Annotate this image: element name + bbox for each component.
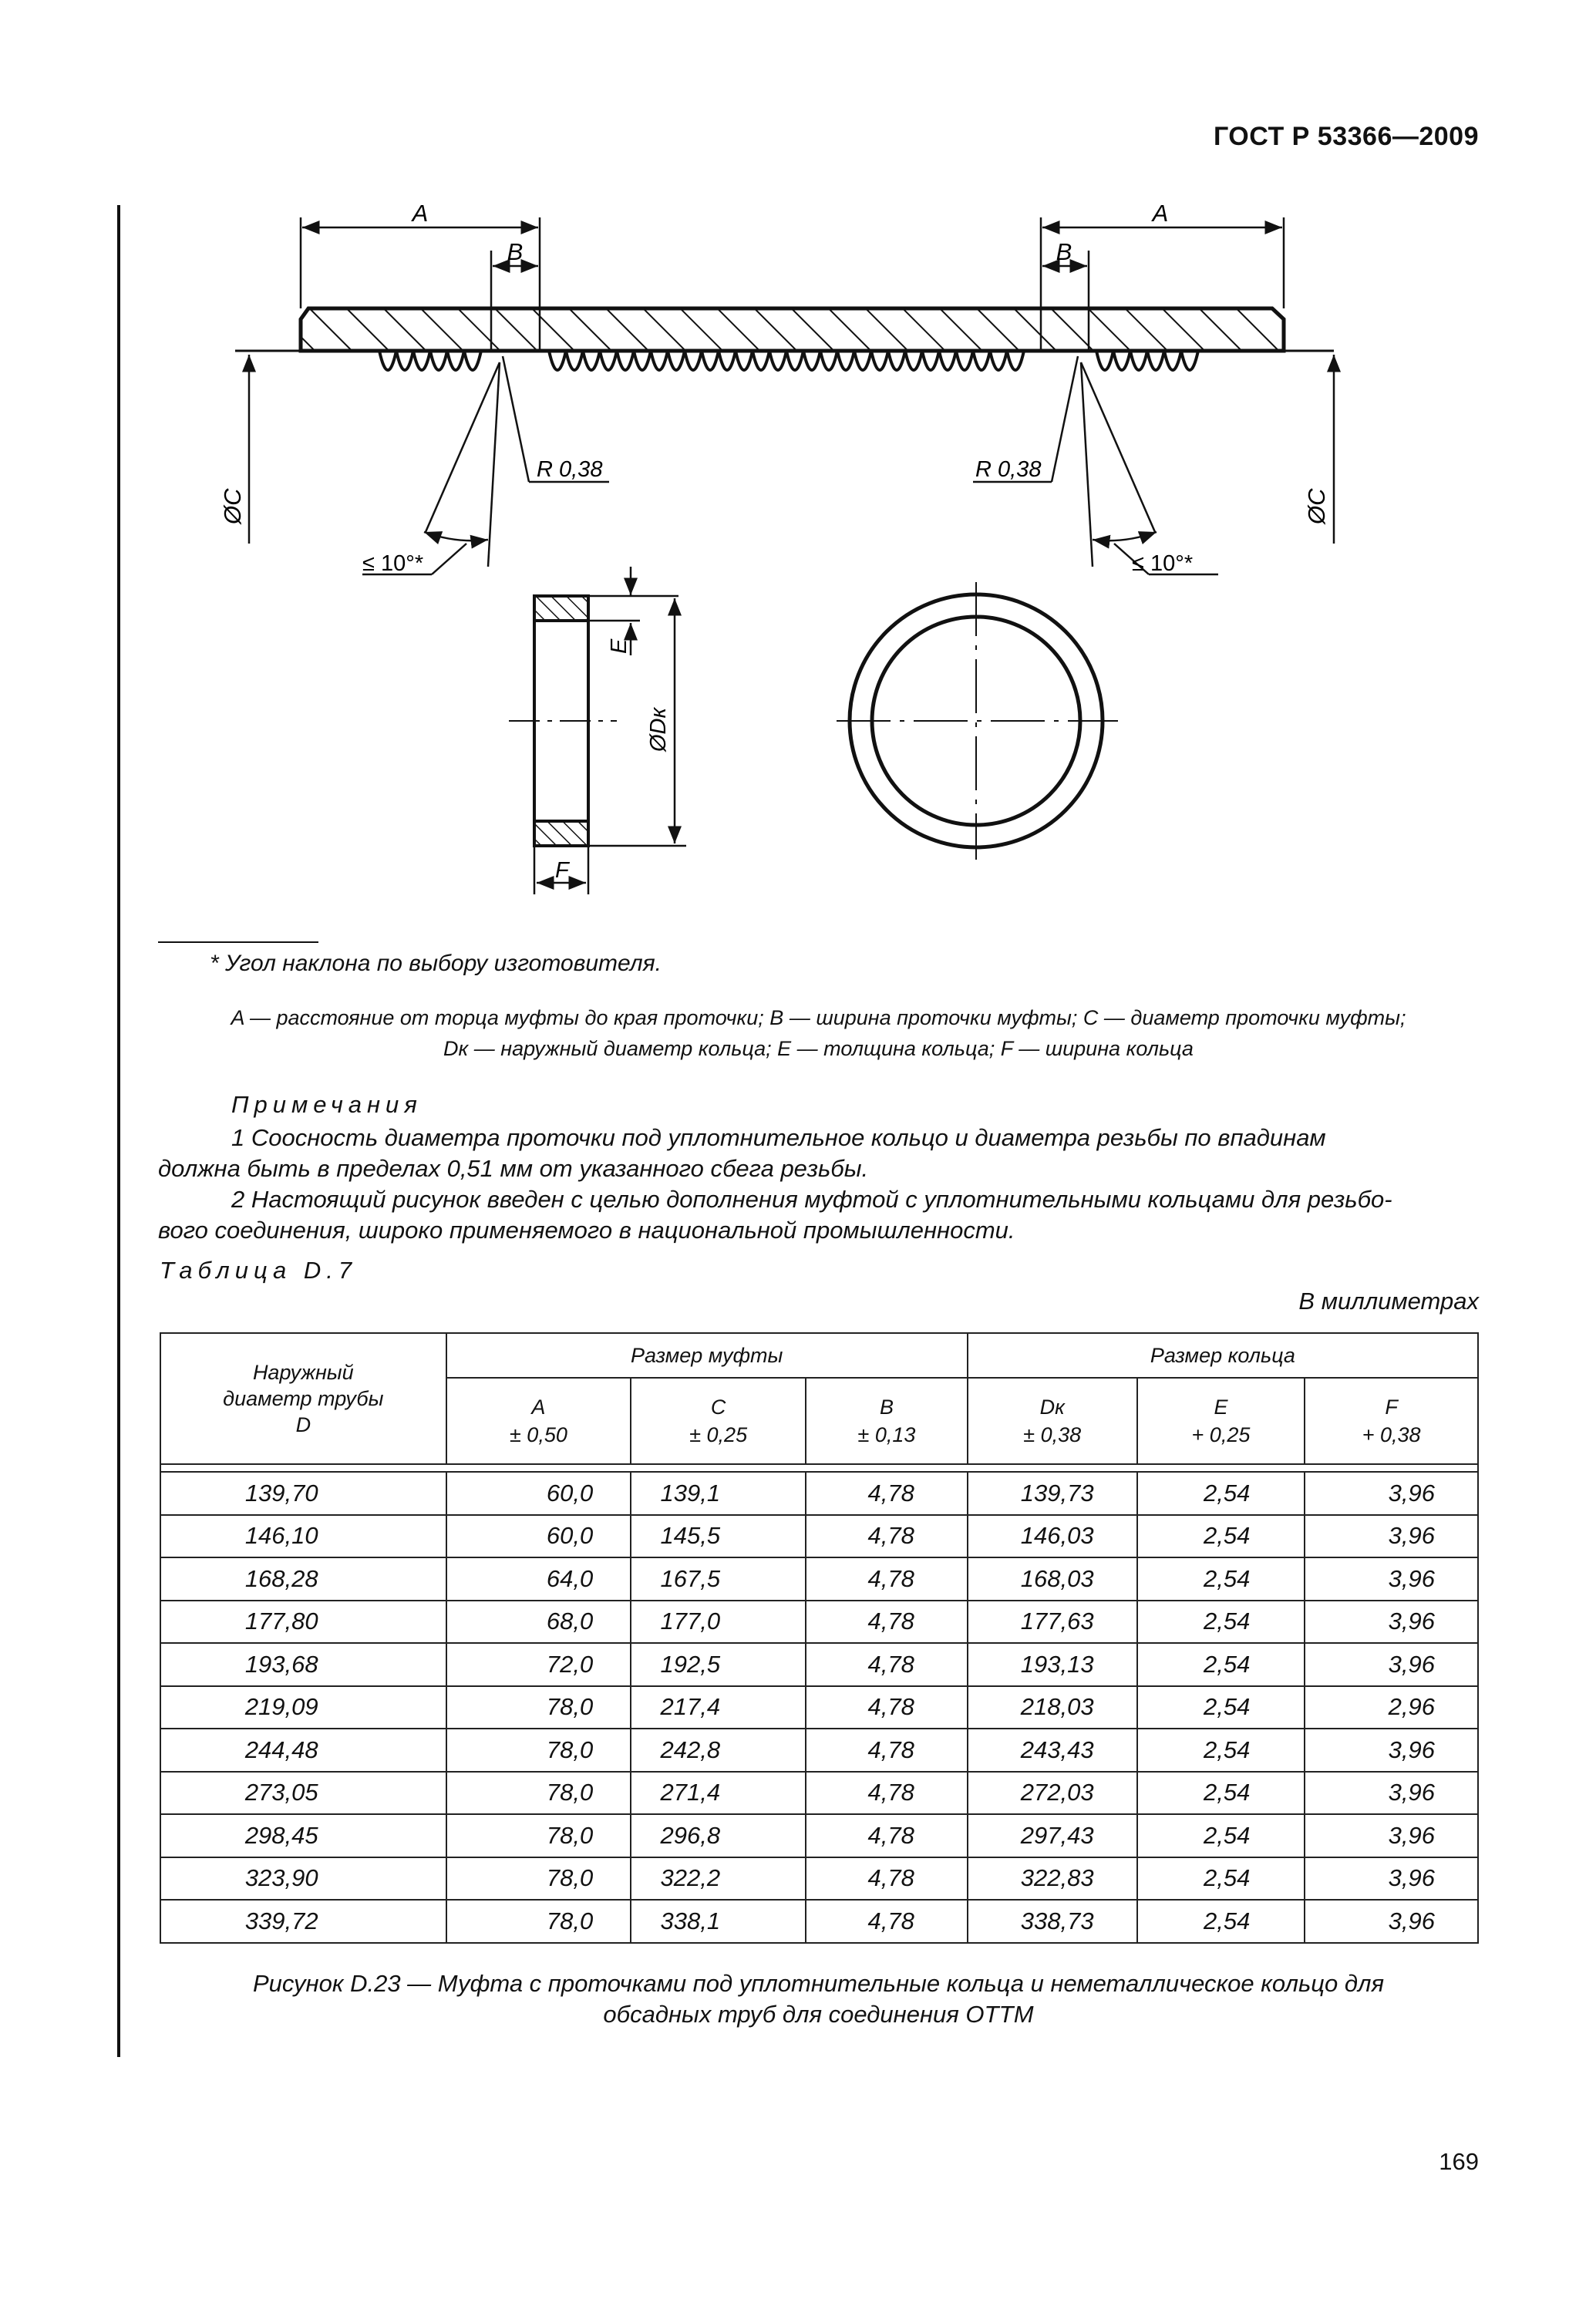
table-cell: 4,78	[806, 1729, 968, 1772]
table-row	[160, 1729, 1478, 1772]
header-coupling-size: Размер муфты	[446, 1333, 968, 1378]
table-cell: 219,09	[160, 1686, 446, 1729]
table-cell: 3,96	[1305, 1857, 1478, 1901]
note-1-line-1: 1 Соосность диаметра проточки под уплотнительное кольцо и диаметра резьбы по впадинам	[231, 1124, 1326, 1151]
label-a-right: A	[1152, 200, 1169, 227]
table-cell: 60,0	[446, 1472, 631, 1515]
page-header: ГОСТ Р 53366—2009	[1213, 122, 1479, 151]
table-cell: 146,10	[160, 1515, 446, 1558]
table-cell: 72,0	[446, 1643, 631, 1686]
table-cell: 4,78	[806, 1472, 968, 1515]
table-cell: 4,78	[806, 1601, 968, 1644]
note-1-line-2: должна быть в пределах 0,51 мм от указанного сбега резьбы.	[158, 1155, 869, 1182]
legend-line-1: A — расстояние от торца муфты до края проточки; B — ширина проточки муфты; C — диаметр проточки муфты;	[231, 1006, 1406, 1029]
table-cell: 168,03	[968, 1557, 1137, 1601]
table-cell: 4,78	[806, 1857, 968, 1901]
note-2-line-2: вого соединения, широко применяемого в национальной промышленности.	[158, 1217, 1015, 1244]
caption-line-1: Рисунок D.23 — Муфта с проточками под уплотнительные кольца и неметаллическое кольцо для	[252, 1970, 1385, 1997]
table-row	[160, 1643, 1478, 1686]
table-cell: 78,0	[446, 1772, 631, 1815]
label-b-left: B	[507, 238, 524, 265]
header-col-c: C ± 0,25	[631, 1378, 806, 1464]
radius-angle-left	[362, 356, 609, 576]
table-cell: 4,78	[806, 1643, 968, 1686]
dimensions-table	[160, 1332, 1479, 1944]
table-cell: 322,2	[631, 1857, 806, 1901]
label-e: E	[607, 638, 631, 654]
table-cell: 298,45	[160, 1814, 446, 1857]
table-cell: 2,54	[1137, 1857, 1305, 1901]
figure-caption	[158, 1968, 1479, 2030]
radius-angle-right	[973, 356, 1218, 576]
table-cell: 323,90	[160, 1857, 446, 1901]
table-cell: 4,78	[806, 1686, 968, 1729]
dimension-c	[219, 355, 1334, 544]
table-cell: 244,48	[160, 1729, 446, 1772]
table-cell: 217,4	[631, 1686, 806, 1729]
table-cell: 139,70	[160, 1472, 446, 1515]
table-cell: 4,78	[806, 1900, 968, 1943]
table-cell: 139,1	[631, 1472, 806, 1515]
table-cell: 3,96	[1305, 1472, 1478, 1515]
table-cell: 177,0	[631, 1601, 806, 1644]
table-cell: 78,0	[446, 1814, 631, 1857]
label-r-right: R 0,38	[975, 457, 1042, 482]
table-cell: 3,96	[1305, 1515, 1478, 1558]
table-cell: 145,5	[631, 1515, 806, 1558]
header-col-dk: Dк ± 0,38	[968, 1378, 1137, 1464]
table-cell: 243,43	[968, 1729, 1137, 1772]
header-ring-size: Размер кольца	[968, 1333, 1478, 1378]
coupling-body	[235, 308, 1334, 370]
table-cell: 3,96	[1305, 1601, 1478, 1644]
table-cell: 78,0	[446, 1857, 631, 1901]
table-cell: 3,96	[1305, 1729, 1478, 1772]
table-cell: 139,73	[968, 1472, 1137, 1515]
table-cell: 2,54	[1137, 1601, 1305, 1644]
table-cell: 271,4	[631, 1772, 806, 1815]
table-cell: 2,96	[1305, 1686, 1478, 1729]
table-cell: 78,0	[446, 1900, 631, 1943]
header-separator	[160, 1464, 1478, 1472]
label-f: F	[555, 858, 569, 883]
page-number: 169	[1439, 2148, 1479, 2175]
table-cell: 3,96	[1305, 1814, 1478, 1857]
table-cell: 60,0	[446, 1515, 631, 1558]
table-units: В миллиметрах	[1298, 1288, 1479, 1315]
header-col-a: A ± 0,50	[446, 1378, 631, 1464]
label-c-left: ØC	[219, 488, 246, 524]
table-cell: 272,03	[968, 1772, 1137, 1815]
table-row	[160, 1601, 1478, 1644]
table-row	[160, 1772, 1478, 1815]
table-row	[160, 1686, 1478, 1729]
table-cell: 2,54	[1137, 1515, 1305, 1558]
table-cell: 177,63	[968, 1601, 1137, 1644]
table-cell: 297,43	[968, 1814, 1137, 1857]
table-cell: 338,1	[631, 1900, 806, 1943]
table-cell: 296,8	[631, 1814, 806, 1857]
label-dk: ØDк	[646, 707, 671, 752]
table-cell: 4,78	[806, 1515, 968, 1558]
header-col-e: E + 0,25	[1137, 1378, 1305, 1464]
header-pipe-diameter: Наружный диаметр трубы D	[160, 1333, 446, 1464]
table-row	[160, 1557, 1478, 1601]
table-cell: 322,83	[968, 1857, 1137, 1901]
table-cell: 167,5	[631, 1557, 806, 1601]
table-cell: 68,0	[446, 1601, 631, 1644]
table-cell: 64,0	[446, 1557, 631, 1601]
table-cell: 242,8	[631, 1729, 806, 1772]
label-r-left: R 0,38	[537, 457, 603, 482]
table-row	[160, 1814, 1478, 1857]
table-cell: 193,68	[160, 1643, 446, 1686]
table-cell: 273,05	[160, 1772, 446, 1815]
table-row	[160, 1900, 1478, 1943]
table-row	[160, 1472, 1478, 1515]
label-c-right: ØC	[1303, 488, 1330, 524]
header-col-f: F + 0,38	[1305, 1378, 1478, 1464]
table-cell: 2,54	[1137, 1643, 1305, 1686]
table-cell: 192,5	[631, 1643, 806, 1686]
table-cell: 3,96	[1305, 1772, 1478, 1815]
table-cell: 3,96	[1305, 1900, 1478, 1943]
table-cell: 2,54	[1137, 1686, 1305, 1729]
table-cell: 78,0	[446, 1729, 631, 1772]
table-cell: 3,96	[1305, 1643, 1478, 1686]
table-cell: 78,0	[446, 1686, 631, 1729]
caption-line-2: обсадных труб для соединения ОТТМ	[603, 2001, 1034, 2028]
header-col-b: B ± 0,13	[806, 1378, 968, 1464]
table-row	[160, 1515, 1478, 1558]
footnote: * Угол наклона по выбору изготовителя.	[210, 951, 662, 976]
table-cell: 4,78	[806, 1814, 968, 1857]
table-cell: 218,03	[968, 1686, 1137, 1729]
table-cell: 339,72	[160, 1900, 446, 1943]
label-angle-right: ≤ 10°*	[1132, 551, 1194, 576]
label-b-right: B	[1056, 238, 1072, 265]
table-cell: 177,80	[160, 1601, 446, 1644]
technical-drawing	[0, 0, 1596, 925]
note-2-line-1: 2 Настоящий рисунок введен с целью дополнения муфтой с уплотнительными кольцами для резьбо-	[231, 1186, 1392, 1213]
ring-front-view	[837, 582, 1118, 860]
label-a-left: A	[412, 200, 429, 227]
table-cell: 4,78	[806, 1557, 968, 1601]
table-row	[160, 1857, 1478, 1901]
notes-title: Примечания	[231, 1091, 423, 1118]
table-cell: 2,54	[1137, 1772, 1305, 1815]
table-cell: 4,78	[806, 1772, 968, 1815]
footnote-rule	[158, 941, 318, 943]
table-cell: 193,13	[968, 1643, 1137, 1686]
table-cell: 2,54	[1137, 1900, 1305, 1943]
table-cell: 2,54	[1137, 1729, 1305, 1772]
table-cell: 2,54	[1137, 1557, 1305, 1601]
table-cell: 168,28	[160, 1557, 446, 1601]
legend-line-2: Dк — наружный диаметр кольца; E — толщина кольца; F — ширина кольца	[443, 1037, 1194, 1060]
table-cell: 338,73	[968, 1900, 1137, 1943]
table-cell: 2,54	[1137, 1814, 1305, 1857]
label-angle-left: ≤ 10°*	[362, 551, 424, 576]
table-cell: 146,03	[968, 1515, 1137, 1558]
ring-side-view	[509, 567, 686, 894]
table-cell: 2,54	[1137, 1472, 1305, 1515]
table-title: Таблица D.7	[160, 1257, 358, 1284]
table-cell: 3,96	[1305, 1557, 1478, 1601]
